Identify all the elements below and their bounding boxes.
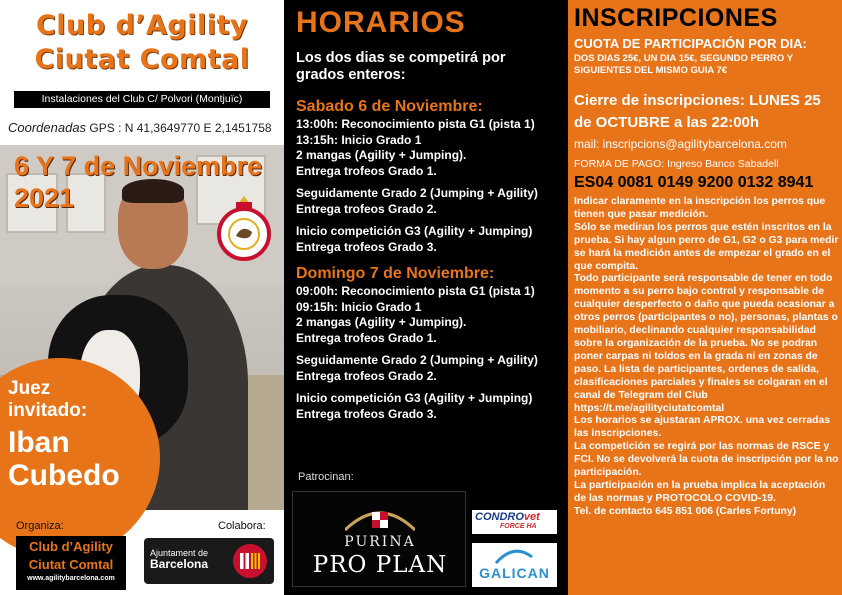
schedule-line: 09:00h: Reconocimiento pista G1 (pista 1) — [296, 284, 535, 298]
schedule-panel — [284, 0, 568, 595]
rsce-emblem-icon — [214, 192, 274, 264]
club-title-line2: Ciutat Comtal — [34, 44, 250, 75]
purina-text: PURINA — [344, 534, 416, 550]
schedule-line: Entrega trofeos Grado 1. — [296, 163, 437, 178]
saturday-schedule — [296, 97, 566, 255]
registration-panel — [568, 0, 842, 595]
schedule-line: 13:15h: Inicio Grado 1 — [296, 132, 422, 147]
coordinates — [8, 120, 272, 135]
left-panel — [0, 0, 284, 595]
proplan-text: PRO PLAN — [312, 552, 448, 578]
coordinates-value: GPS : N 41,3649770 E 2,1451758 — [89, 121, 272, 135]
galican-swoosh-icon — [494, 545, 534, 565]
event-dates-line1: 6 Y 7 de Noviembre — [14, 151, 263, 181]
judge-label: Juez invitado: — [8, 378, 88, 421]
payment-method: FORMA DE PAGO: Ingreso Banco Sabadell — [574, 158, 779, 170]
horarios-title: HORARIOS — [296, 6, 466, 39]
schedule-line: Entrega trofeos Grado 3. — [296, 239, 437, 254]
purina-checkerboard-icon — [345, 500, 415, 534]
judge-name: Iban Cubedo — [8, 426, 120, 492]
schedule-line: Entrega trofeos Grado 2. — [296, 368, 437, 383]
horarios-subtitle: Los dos dias se competirá por grados enteros: — [296, 50, 506, 83]
schedule-line: Inicio competición G3 (Agility + Jumping) — [296, 391, 533, 405]
club-logo: Club d’Agility Ciutat Comtal www.agilitybarcelona.com — [16, 536, 126, 590]
fee-heading: CUOTA DE PARTICIPACIÓN POR DIA: — [574, 36, 807, 51]
schedule-line: Seguidamente Grado 2 (Jumping + Agility) — [296, 186, 538, 200]
saturday-heading: Sabado 6 de Noviembre: — [296, 98, 483, 115]
schedule-line: Entrega trofeos Grado 1. — [296, 330, 437, 345]
sunday-heading: Domingo 7 de Noviembre: — [296, 265, 495, 282]
condrovet-logo: CONDROvet FORCE HA — [472, 510, 557, 534]
organiza-label: Organiza: — [16, 520, 64, 532]
colabora-label: Colabora: — [218, 520, 266, 532]
barcelona-shield-icon — [232, 543, 268, 579]
inscripciones-title: INSCRIPCIONES — [574, 4, 778, 32]
coordinates-label: Coordenadas — [8, 120, 87, 135]
schedule-line: Inicio competición G3 (Agility + Jumping) — [296, 224, 533, 238]
schedule-line: Seguidamente Grado 2 (Jumping + Agility) — [296, 353, 538, 367]
schedule-line: 2 mangas (Agility + Jumping). — [296, 315, 467, 329]
proplan-logo — [292, 491, 466, 587]
schedule-line: 2 mangas (Agility + Jumping). — [296, 148, 467, 162]
barcelona-logo: Ajuntament de Barcelona — [144, 538, 274, 584]
registration-rules: Indicar claramente en la inscripción los perros que tienen que pasar medición. Sólo se mediran los perros que estén inscritos en la prueba. Si hay algun perro de G1, G2 o G3 para medir se hará la medición antes de empezar el grado en el que compita. Todo participante será responsable de tener en todo momento a su perro bajo control y responsable de cualquier desperfecto o daño que pueda ocasionar a otros perros (participantes o no), personas, plantas o mobiliario, declinando cualquier responsabilidad sobre la organización de la prueba. No se podran poner carpas ni toldos en la grada ni en zonas de paso. La lista de participantes, ordenes de salida, clasificaciones parciales y finales se colgaran en el canal de Telegram del Club https://t.me/agilityciutatcomtal Los horarios se ajustaran APROX. una vez cerradas las inscripciones. La competición se regirá por las normas de RSCE y FCI. No se devolverá la cuota de inscripción por la no participación. La participación en la prueba implica la aceptación de las normas y PROTOCOLO COVID-19. Tel. de contacto 645 851 006 (Carles Fortuny) — [574, 196, 839, 517]
schedule-line: Entrega trofeos Grado 3. — [296, 406, 437, 421]
event-dates-year: 2021 — [14, 183, 75, 213]
sponsors-label: Patrocinan: — [298, 471, 354, 483]
sunday-schedule — [296, 264, 566, 422]
schedule-line: Entrega trofeos Grado 2. — [296, 201, 437, 216]
club-title-line1: Club d’Agility — [35, 10, 249, 41]
fee-detail: DOS DIAS 25€, UN DIA 15€, SEGUNDO PERRO Y SIGUIENTES DEL MISMO GUIA 7€ — [574, 53, 793, 76]
deadline-text: Cierre de inscripciones: LUNES 25 de OCTUBRE a las 22:00h — [574, 92, 821, 131]
schedule-line: 09:15h: Inicio Grado 1 — [296, 299, 422, 314]
registration-email[interactable]: mail: inscripcions@agilitybarcelona.com — [574, 137, 787, 151]
galican-logo: GALICAN — [472, 543, 557, 587]
schedule-line: 13:00h: Reconocimiento pista G1 (pista 1) — [296, 117, 535, 131]
iban-number: ES04 0081 0149 9200 0132 8941 — [574, 174, 814, 191]
venue-bar: Instalaciones del Club C/ Polvori (Montjuïc) — [14, 91, 270, 108]
